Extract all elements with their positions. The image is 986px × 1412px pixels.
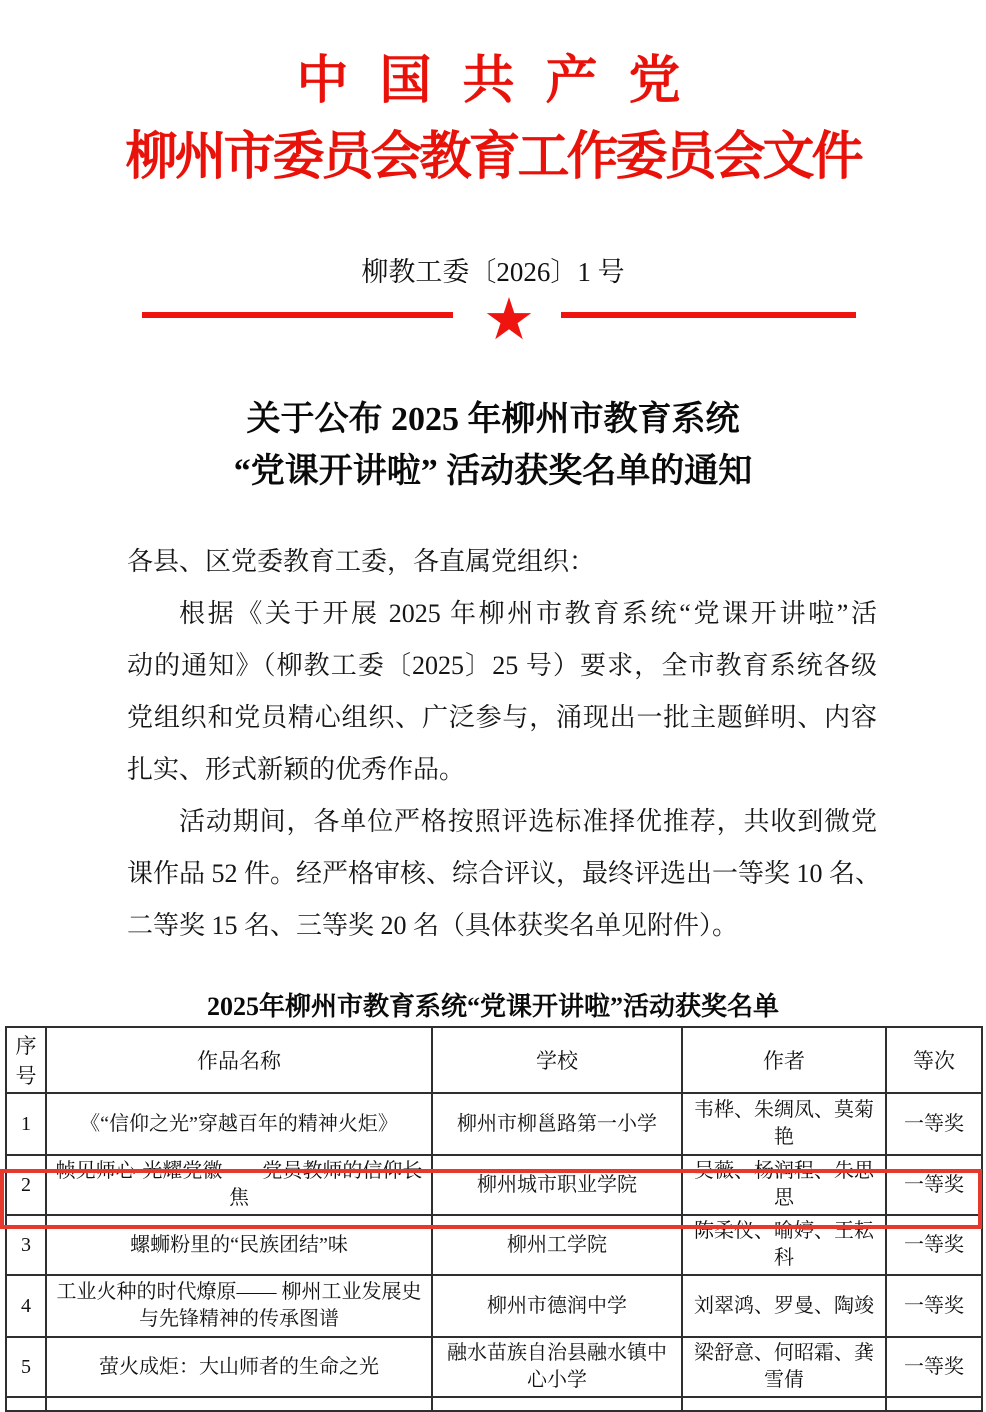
salutation-line: 各县、区党委教育工委，各直属党组织：: [127, 547, 596, 576]
table-cell: 柳州城市职业学院: [432, 1155, 682, 1215]
body-line: 二等奖 15 名、三等奖 20 名（具体获奖名单见附件）。: [127, 911, 739, 940]
table-row: [6, 1093, 982, 1155]
table-cell: [432, 1397, 682, 1411]
table-cell: 刘翠鸿、罗曼、陶竣: [682, 1275, 886, 1337]
body-line: 根据《关于开展 2025 年柳州市教育系统“党课开讲啦”活: [179, 599, 877, 628]
table-cell: 一等奖: [886, 1093, 982, 1155]
table-cell: 工业火种的时代燎原—— 柳州工业发展史与先锋精神的传承图谱: [46, 1275, 432, 1337]
column-header-award-level: 等次: [886, 1027, 982, 1093]
table-row: [6, 1275, 982, 1337]
column-header-work-title: 作品名称: [46, 1027, 432, 1093]
awards-table-body: [6, 1093, 982, 1411]
table-cell: [46, 1397, 432, 1411]
table-cell: [682, 1397, 886, 1411]
body-line: 动的通知》（柳教工委〔2025〕25 号）要求，全市教育系统各级: [127, 651, 877, 680]
body-line: 扎实、形式新颖的优秀作品。: [127, 755, 466, 784]
document-body: [127, 536, 882, 952]
body-line: 活动期间，各单位严格按照评选标准择优推荐，共收到微党: [179, 807, 877, 836]
table-header-row: [6, 1027, 982, 1093]
document-title-line1: 关于公布 2025 年柳州市教育系统: [246, 401, 740, 438]
committee-name-heading: 柳州市委员会教育工作委员会文件: [125, 129, 861, 186]
doc-number: 柳教工委〔2026〕1 号: [361, 257, 625, 287]
document-title: [0, 394, 986, 498]
table-row: [6, 1215, 982, 1275]
divider-line-left: [142, 312, 453, 318]
table-cell: 帧见师心·光耀党徽——党员教师的信仰长焦: [46, 1155, 432, 1215]
party-name-heading: 中 国 共 产 党: [296, 53, 690, 110]
document-title-line2: “党课开讲啦” 活动获奖名单的通知: [233, 453, 753, 490]
table-cell: 一等奖: [886, 1215, 982, 1275]
column-header-school: 学校: [432, 1027, 682, 1093]
body-line: 课作品 52 件。经严格审核、综合评议，最终评选出一等奖 10 名、: [127, 859, 882, 888]
red-divider: [139, 285, 859, 353]
table-cell: 1: [6, 1093, 46, 1155]
table-row: [6, 1155, 982, 1215]
table-cell: 3: [6, 1215, 46, 1275]
awards-table: [5, 1026, 983, 1412]
divider-line-right: [561, 312, 856, 318]
table-cell: 5: [6, 1337, 46, 1397]
table-cell: 螺蛳粉里的“民族团结”味: [46, 1215, 432, 1275]
table-cell: 《“信仰之光”穿越百年的精神火炬》: [46, 1093, 432, 1155]
body-line: 党组织和党员精心组织、广泛参与，涌现出一批主题鲜明、内容: [127, 703, 877, 732]
table-cell: 柳州市柳邕路第一小学: [432, 1093, 682, 1155]
table-cell: 一等奖: [886, 1155, 982, 1215]
table-cell: 柳州工学院: [432, 1215, 682, 1275]
table-cell: 萤火成炬：大山师者的生命之光: [46, 1337, 432, 1397]
table-cell: 4: [6, 1275, 46, 1337]
table-cell: 融水苗族自治县融水镇中心小学: [432, 1337, 682, 1397]
table-cell: 陈柔仪、喻婷、王耘科: [682, 1215, 886, 1275]
column-header-index: 序号: [6, 1027, 46, 1093]
table-cell: [6, 1397, 46, 1411]
table-cell: 一等奖: [886, 1337, 982, 1397]
table-cell: 韦桦、朱绸凤、莫菊艳: [682, 1093, 886, 1155]
column-header-authors: 作者: [682, 1027, 886, 1093]
table-cell: 柳州市德润中学: [432, 1275, 682, 1337]
table-cell: 一等奖: [886, 1275, 982, 1337]
awards-table-title: 2025年柳州市教育系统“党课开讲啦”活动获奖名单: [206, 992, 779, 1021]
table-row-partial: [6, 1397, 982, 1411]
table-cell: 吴薇、杨润程、朱思思: [682, 1155, 886, 1215]
table-row: [6, 1337, 982, 1397]
table-cell: 梁舒意、何昭霜、龚雪倩: [682, 1337, 886, 1397]
table-cell: [886, 1397, 982, 1411]
table-cell: 2: [6, 1155, 46, 1215]
red-star-icon: ★: [483, 285, 535, 353]
